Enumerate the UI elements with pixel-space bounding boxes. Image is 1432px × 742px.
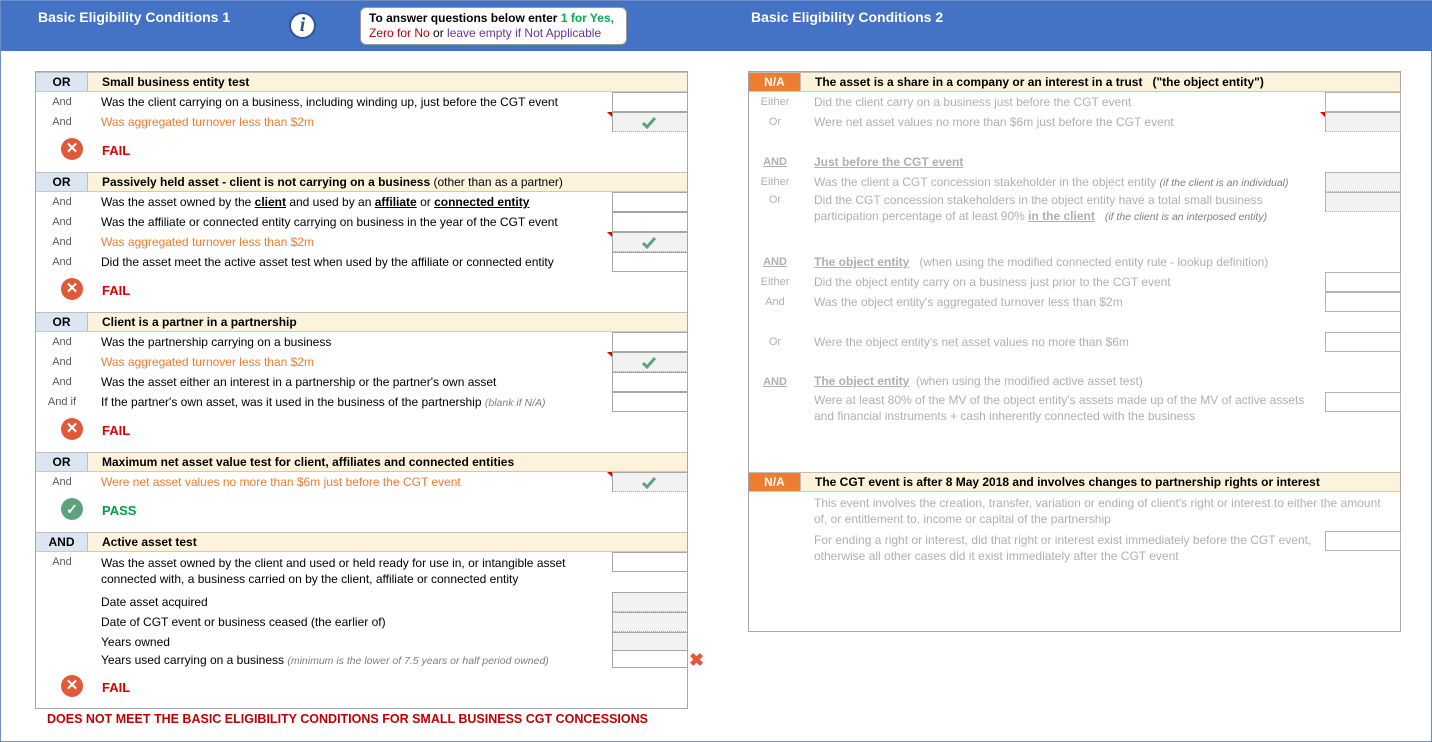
years-used-cell[interactable]	[612, 650, 688, 668]
section-header	[749, 72, 1400, 92]
result-status: FAIL	[102, 423, 131, 438]
answer-cell[interactable]	[612, 212, 688, 232]
fail-icon: ✕	[61, 278, 83, 300]
question-text: Was the client carrying on a business, including winding up, just before the CGT event	[101, 95, 558, 109]
subsection-title-row	[814, 255, 1268, 269]
answer-cell[interactable]	[1325, 272, 1401, 292]
section-title: Small business entity test	[102, 75, 250, 89]
question-text: Did the object entity carry on a business just prior to the CGT event	[814, 275, 1171, 289]
question-text	[814, 175, 1289, 189]
check-icon	[641, 115, 657, 131]
instructions-box	[360, 7, 627, 45]
question-text-line1: This event involves the creation, transfer, variation or ending of client's right or interest to either the amount	[814, 496, 1381, 510]
question-text-line2: of, or entitlement to, income or capital of the partnership	[814, 512, 1111, 526]
eligibility-panel-1	[35, 71, 688, 709]
panel2-title: Basic Eligibility Conditions 2	[751, 9, 944, 25]
field-label: Date asset acquired	[101, 595, 208, 609]
client-link[interactable]: client	[254, 195, 286, 209]
q-part: and used by an	[285, 195, 375, 209]
question-text-line2: otherwise all other cases did it exist immediately after the CGT event	[814, 549, 1179, 563]
section-title: Client is a partner in a partnership	[102, 315, 297, 329]
fail-icon: ✕	[61, 675, 83, 697]
conjunction-label: And	[52, 556, 72, 568]
question-text-line2: and financial instruments + cash inherently connected with the business	[814, 409, 1196, 423]
answer-cell[interactable]	[612, 372, 688, 392]
section-title	[88, 175, 563, 189]
subsection-note: (when using the modified connected entity rule - lookup definition)	[919, 255, 1269, 269]
conjunction-label: And	[52, 356, 72, 368]
condition-label: AND	[36, 533, 88, 551]
result-status: FAIL	[102, 283, 131, 298]
answer-cell[interactable]	[1325, 92, 1401, 112]
answer-cell[interactable]	[1325, 192, 1401, 212]
question-text: Did the asset meet the active asset test when used by the affiliate or connected entity	[101, 255, 554, 269]
question-text	[101, 195, 529, 209]
conjunction-label: Either	[760, 276, 790, 288]
answer-cell[interactable]	[1325, 172, 1401, 192]
conjunction-label: Either	[760, 176, 790, 188]
section-title-suffix: ("the object entity")	[1152, 75, 1264, 89]
section-title-suffix: (other than as a partner)	[430, 175, 563, 189]
section-title: Maximum net asset value test for client, affiliates and connected entities	[102, 455, 515, 469]
condition-label: OR	[36, 453, 88, 471]
question-text	[101, 395, 546, 409]
question-note: (blank if N/A)	[484, 397, 546, 409]
condition-label: N/A	[749, 473, 801, 491]
check-icon	[641, 475, 657, 491]
cross-icon: ✖	[689, 650, 705, 670]
question-text: Was the affiliate or connected entity carrying on business in the year of the CGT event	[101, 215, 558, 229]
conjunction-label: And if	[47, 396, 77, 408]
section-header	[36, 312, 687, 332]
conjunction-label: AND	[763, 376, 787, 388]
question-note: (if the client is an interposed entity)	[1104, 211, 1268, 223]
answer-cell[interactable]	[612, 552, 688, 572]
instructions-no: Zero for No	[369, 26, 430, 40]
conjunction-label: Or	[768, 116, 782, 128]
conjunction-label: And	[52, 376, 72, 388]
section-header	[36, 172, 687, 192]
subsection-title[interactable]: The object entity	[814, 374, 910, 388]
years-owned-cell[interactable]	[612, 632, 688, 652]
condition-label: OR	[36, 73, 88, 91]
conjunction-label: And	[765, 296, 785, 308]
conjunction-label: And	[52, 256, 72, 268]
answer-cell[interactable]	[1325, 332, 1401, 352]
answer-cell[interactable]	[612, 392, 688, 412]
condition-label: OR	[36, 173, 88, 191]
subsection-note: (when using the modified active asset test)	[916, 374, 1143, 388]
question-text: Was aggregated turnover less than $2m	[101, 235, 315, 249]
result-status: FAIL	[102, 680, 131, 695]
date-acquired-cell[interactable]	[612, 592, 688, 612]
condition-label: OR	[36, 313, 88, 331]
question-text-line1: For ending a right or interest, did that right or interest exist immediately before the CGT event,	[814, 533, 1312, 547]
conjunction-label: Or	[768, 336, 782, 348]
field-label: Years owned	[101, 635, 170, 649]
conjunction-label: And	[52, 236, 72, 248]
question-text: Was the asset either an interest in a partnership or the partner's own asset	[101, 375, 497, 389]
panel1-title: Basic Eligibility Conditions 1	[38, 9, 231, 25]
section-title-text: Passively held asset - client is not carrying on a business	[102, 175, 431, 189]
answer-cell[interactable]	[1325, 392, 1401, 412]
connected-entity-link[interactable]: connected entity	[434, 195, 530, 209]
conjunction-label: And	[52, 116, 72, 128]
fail-icon: ✕	[61, 418, 83, 440]
date-ceased-cell[interactable]	[612, 612, 688, 632]
instructions-yes: 1 for Yes,	[560, 11, 614, 25]
conjunction-label: And	[52, 476, 72, 488]
info-icon[interactable]: i	[289, 12, 316, 39]
fail-icon: ✕	[61, 138, 83, 160]
conjunction-label: And	[52, 336, 72, 348]
answer-cell[interactable]	[1325, 292, 1401, 312]
conjunction-label: AND	[763, 256, 787, 268]
answer-cell[interactable]	[612, 192, 688, 212]
header-banner	[1, 1, 1432, 51]
section-header	[36, 452, 687, 472]
question-note: (if the client is an individual)	[1159, 177, 1289, 189]
section-header	[36, 532, 687, 552]
question-text: Did the client carry on a business just before the CGT event	[814, 95, 1132, 109]
eligibility-panel-2	[748, 71, 1401, 632]
q-part: If the partner's own asset, was it used in the business of the partnership	[101, 395, 482, 409]
q-part: participation percentage of at least 90%	[814, 209, 1029, 223]
pass-icon: ✓	[61, 498, 83, 520]
answer-cell[interactable]	[612, 332, 688, 352]
client-link[interactable]: in the client	[1028, 209, 1095, 223]
question-text: Was aggregated turnover less than $2m	[101, 115, 315, 129]
field-label	[101, 653, 549, 667]
question-text: Was aggregated turnover less than $2m	[101, 355, 315, 369]
question-text-line2: connected with, a business carried on by the client, affiliate or connected entity	[101, 572, 519, 586]
conjunction-label: Either	[760, 96, 790, 108]
question-text-line2	[814, 209, 1267, 223]
section-title	[801, 75, 1264, 89]
question-text: Were the object entity's net asset values no more than $6m	[814, 335, 1129, 349]
field-note: (minimum is the lower of 7.5 years or half period owned)	[287, 655, 549, 667]
answer-cell[interactable]	[1325, 531, 1401, 551]
section-header	[36, 72, 687, 92]
q-part: or	[416, 195, 435, 209]
q-part: Was the client a CGT concession stakeholder in the object entity	[814, 175, 1157, 189]
question-text-line1: Did the CGT concession stakeholders in the object entity have a total small business	[814, 193, 1263, 207]
conjunction-label: Or	[768, 194, 782, 206]
answer-cell[interactable]	[612, 92, 688, 112]
section-title-text: The asset is a share in a company or an interest in a trust	[815, 75, 1143, 89]
subsection-title[interactable]: The object entity	[814, 255, 910, 269]
question-text: Were net asset values no more than $6m just before the CGT event	[101, 475, 461, 489]
subsection-title[interactable]: Just before the CGT event	[814, 155, 964, 169]
instructions-text: To answer questions below enter	[369, 11, 561, 25]
question-text: Were net asset values no more than $6m just before the CGT event	[814, 115, 1174, 129]
section-title: Active asset test	[102, 535, 197, 549]
field-label-text: Years used carrying on a business	[101, 653, 284, 667]
overall-result-message: DOES NOT MEET THE BASIC ELIGIBILITY CONDITIONS FOR SMALL BUSINESS CGT CONCESSIONS	[47, 712, 648, 726]
condition-label: N/A	[749, 73, 801, 91]
q-part: Was the asset owned by the	[101, 195, 255, 209]
instructions-na: leave empty if Not Applicable	[447, 26, 602, 40]
subsection-title-row	[814, 374, 1143, 388]
field-label: Date of CGT event or business ceased (the earlier of)	[101, 615, 386, 629]
check-icon	[641, 355, 657, 371]
result-status: FAIL	[102, 143, 131, 158]
instructions-or: or	[429, 26, 448, 40]
conjunction-label: And	[52, 196, 72, 208]
conjunction-label: And	[52, 216, 72, 228]
affiliate-link[interactable]: affiliate	[374, 195, 417, 209]
question-text: Was the object entity's aggregated turnover less than $2m	[814, 295, 1123, 309]
conjunction-label: AND	[763, 156, 787, 168]
section-header	[749, 472, 1400, 492]
question-text-line1: Was the asset owned by the client and used or held ready for use in, or intangible asset	[101, 556, 566, 570]
section-title: The CGT event is after 8 May 2018 and involves changes to partnership rights or interest	[815, 475, 1320, 489]
conjunction-label: And	[52, 96, 72, 108]
answer-cell[interactable]	[612, 252, 688, 272]
check-icon	[641, 235, 657, 251]
question-text-line1: Were at least 80% of the MV of the object entity's assets made up of the MV of active assets	[814, 393, 1305, 407]
answer-cell[interactable]	[1325, 112, 1401, 132]
result-status: PASS	[102, 503, 137, 518]
question-text: Was the partnership carrying on a business	[101, 335, 332, 349]
